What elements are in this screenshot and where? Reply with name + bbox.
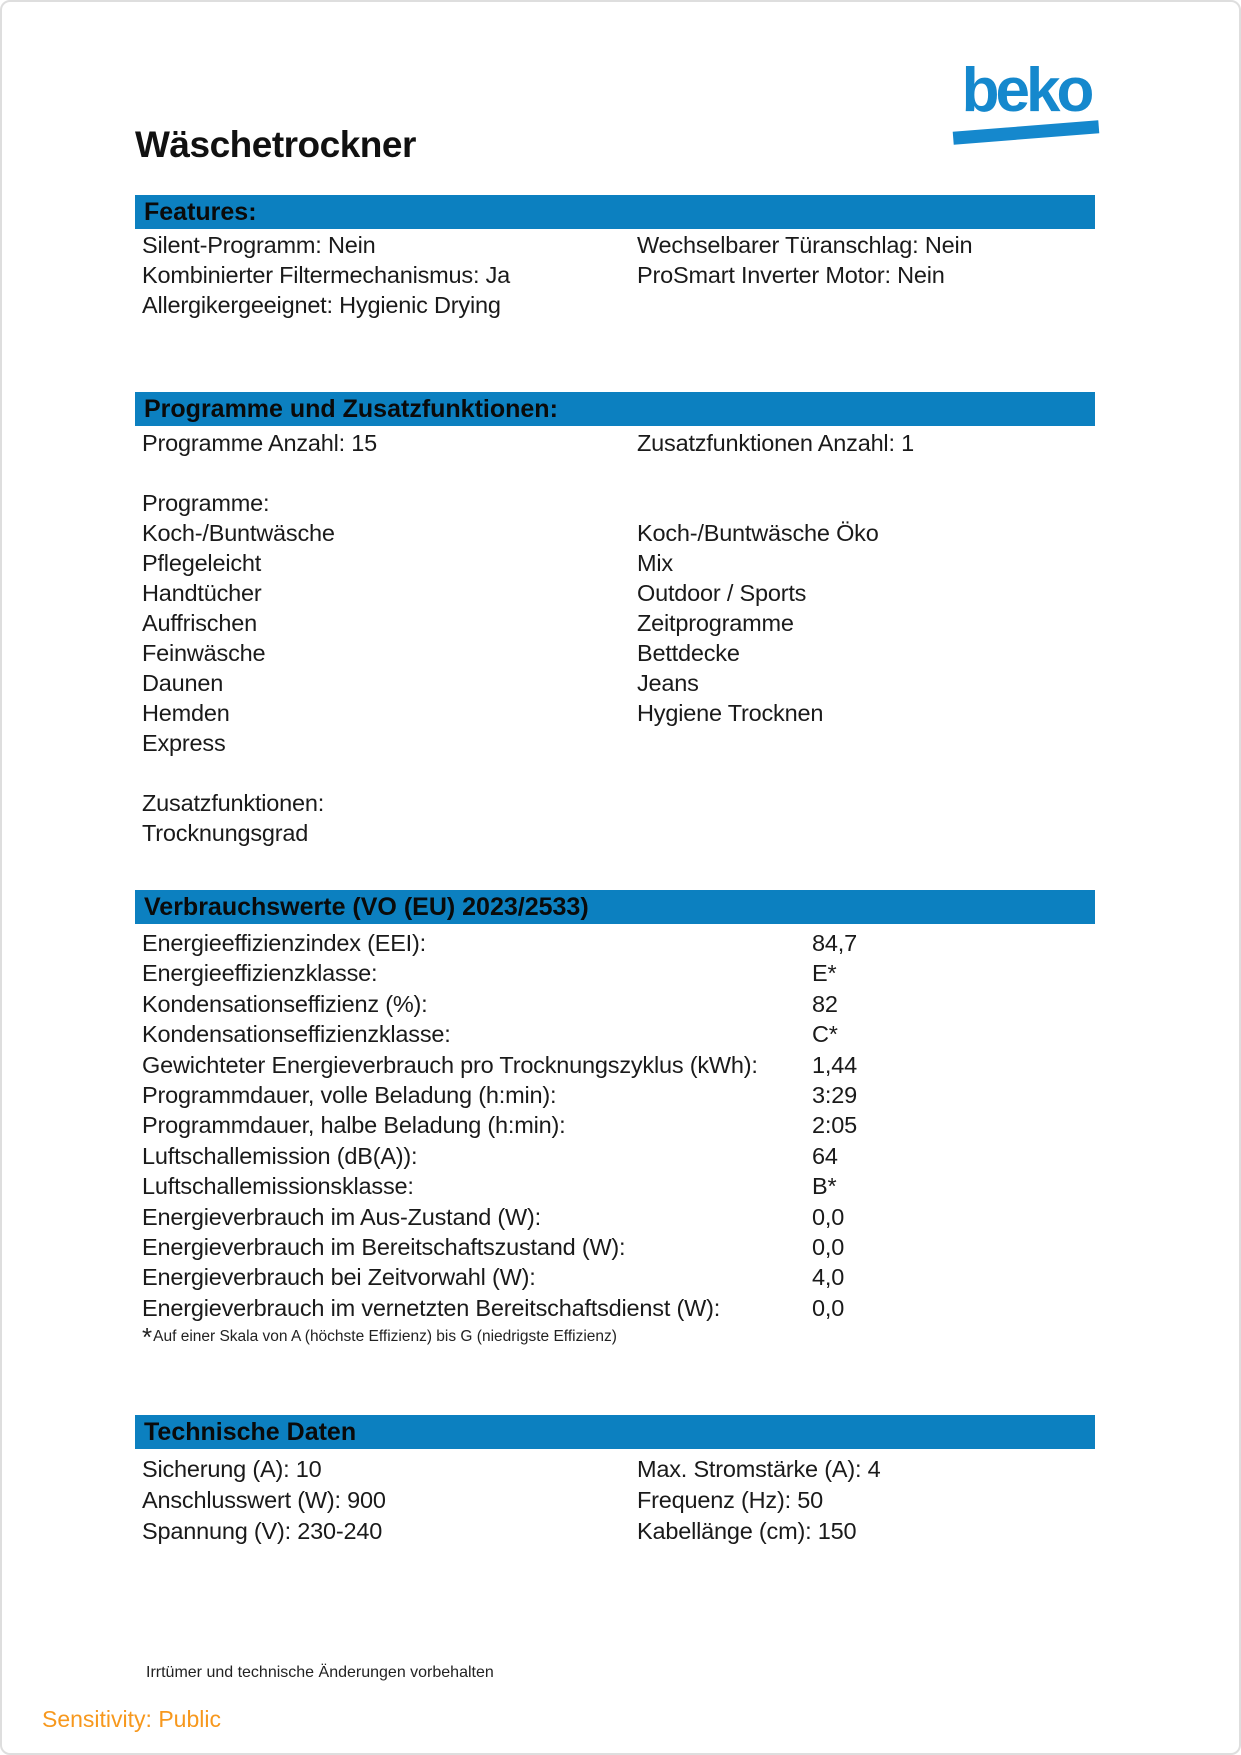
program-item: Hygiene Trocknen <box>637 700 824 726</box>
feature-item: ProSmart Inverter Motor: Nein <box>637 262 945 288</box>
programs-list-label: Programme: <box>142 490 270 516</box>
program-item: Feinwäsche <box>142 640 266 666</box>
consumption-value: 0,0 <box>812 1233 845 1260</box>
features-right-column <box>637 230 972 290</box>
consumption-row <box>142 958 1095 988</box>
technical-left-column <box>142 1454 386 1547</box>
program-item: Bettdecke <box>637 640 740 666</box>
technical-section-header <box>135 1415 1095 1449</box>
features-left-column <box>142 230 510 320</box>
extras-count: Zusatzfunktionen Anzahl: 1 <box>637 430 914 456</box>
program-item: Pflegeleicht <box>142 550 262 576</box>
consumption-label: Energieverbrauch im Bereitschaftszustand (W): <box>142 1233 626 1260</box>
program-item: Zeitprogramme <box>637 610 794 636</box>
programs-list-right <box>637 518 879 728</box>
consumption-row <box>142 1262 1095 1292</box>
feature-item: Kombinierter Filtermechanismus: Ja <box>142 262 511 288</box>
program-item: Koch-/Buntwäsche Öko <box>637 520 879 546</box>
consumption-row <box>142 1141 1095 1171</box>
consumption-label: Luftschallemissionsklasse: <box>142 1173 414 1200</box>
program-item: Hemden <box>142 700 230 726</box>
disclaimer-text: Irrtümer und technische Änderungen vorbehalten <box>146 1664 494 1681</box>
program-item: Mix <box>637 550 673 576</box>
consumption-row <box>142 1110 1095 1140</box>
efficiency-scale-footnote <box>142 1322 617 1353</box>
programs-count: Programme Anzahl: 15 <box>142 430 378 456</box>
consumption-row <box>142 1050 1095 1080</box>
consumption-value: 3:29 <box>812 1081 857 1108</box>
footnote-text: Auf einer Skala von A (höchste Effizienz) bis G (niedrigste Effizienz) <box>153 1328 617 1345</box>
consumption-label: Luftschallemission (dB(A)): <box>142 1142 418 1169</box>
consumption-label: Programmdauer, volle Beladung (h:min): <box>142 1081 557 1108</box>
page-title: Wäschetrockner <box>135 124 416 165</box>
consumption-label: Gewichteter Energieverbrauch pro Trocknungszyklus (kWh): <box>142 1051 758 1078</box>
consumption-label: Energieverbrauch im vernetzten Bereitschaftsdienst (W): <box>142 1294 721 1321</box>
program-item: Outdoor / Sports <box>637 580 807 606</box>
features-section-header <box>135 195 1095 229</box>
extras-block <box>142 788 324 848</box>
consumption-label: Energieeffizienzindex (EEI): <box>142 930 426 956</box>
consumption-table <box>142 928 1095 1323</box>
extras-item: Trocknungsgrad <box>142 820 309 846</box>
technical-right-column <box>637 1454 881 1547</box>
consumption-value: 0,0 <box>812 1294 845 1321</box>
consumption-value: 1,44 <box>812 1051 857 1078</box>
technical-item: Anschlusswert (W): 900 <box>142 1487 386 1513</box>
consumption-value: E* <box>812 960 837 987</box>
program-item: Daunen <box>142 670 224 696</box>
program-item: Jeans <box>637 670 699 696</box>
consumption-value: 0,0 <box>812 1203 845 1230</box>
consumption-label: Energieverbrauch bei Zeitvorwahl (W): <box>142 1264 536 1291</box>
technical-item: Frequenz (Hz): 50 <box>637 1487 823 1513</box>
beko-logo <box>950 56 1102 139</box>
technical-item: Max. Stromstärke (A): 4 <box>637 1456 881 1482</box>
technical-header-label: Technische Daten <box>144 1418 357 1446</box>
consumption-row <box>142 1019 1095 1049</box>
programs-section-header <box>135 392 1095 426</box>
consumption-header-label: Verbrauchswerte (VO (EU) 2023/2533) <box>144 893 589 921</box>
consumption-section-header <box>135 890 1095 924</box>
consumption-value: B* <box>812 1173 837 1200</box>
technical-item: Sicherung (A): 10 <box>142 1456 322 1482</box>
programs-header-label: Programme und Zusatzfunktionen: <box>144 395 558 423</box>
consumption-label: Energieeffizienzklasse: <box>142 960 378 987</box>
consumption-row <box>142 989 1095 1019</box>
sensitivity-label: Sensitivity: Public <box>42 1706 221 1732</box>
consumption-label: Programmdauer, halbe Beladung (h:min): <box>142 1112 566 1139</box>
program-item: Handtücher <box>142 580 262 606</box>
consumption-label: Energieverbrauch im Aus-Zustand (W): <box>142 1203 541 1230</box>
program-item: Koch-/Buntwäsche <box>142 520 335 546</box>
feature-item: Allergikergeeignet: Hygienic Drying <box>142 292 501 318</box>
consumption-value: 82 <box>812 990 838 1017</box>
extras-label: Zusatzfunktionen: <box>142 790 325 816</box>
consumption-label: Kondensationseffizienz (%): <box>142 990 428 1017</box>
consumption-row <box>142 1232 1095 1262</box>
consumption-row <box>142 1202 1095 1232</box>
beko-logo-text: beko <box>961 56 1091 125</box>
program-item: Auffrischen <box>142 610 257 636</box>
consumption-value: 84,7 <box>812 930 857 956</box>
consumption-row <box>142 1171 1095 1201</box>
technical-item: Kabellänge (cm): 150 <box>637 1518 857 1544</box>
footnote-asterisk: * <box>142 1322 153 1352</box>
programs-list-left <box>142 488 335 758</box>
feature-item: Silent-Programm: Nein <box>142 232 376 258</box>
feature-item: Wechselbarer Türanschlag: Nein <box>637 232 973 258</box>
program-item: Express <box>142 730 226 756</box>
consumption-value: 2:05 <box>812 1112 857 1139</box>
features-header-label: Features: <box>144 198 257 226</box>
consumption-value: C* <box>812 1021 838 1048</box>
consumption-label: Kondensationseffizienzklasse: <box>142 1021 451 1048</box>
consumption-value: 64 <box>812 1142 838 1169</box>
technical-item: Spannung (V): 230-240 <box>142 1518 383 1544</box>
consumption-row <box>142 928 1095 958</box>
consumption-row <box>142 1080 1095 1110</box>
consumption-value: 4,0 <box>812 1264 845 1291</box>
consumption-row <box>142 1293 1095 1323</box>
